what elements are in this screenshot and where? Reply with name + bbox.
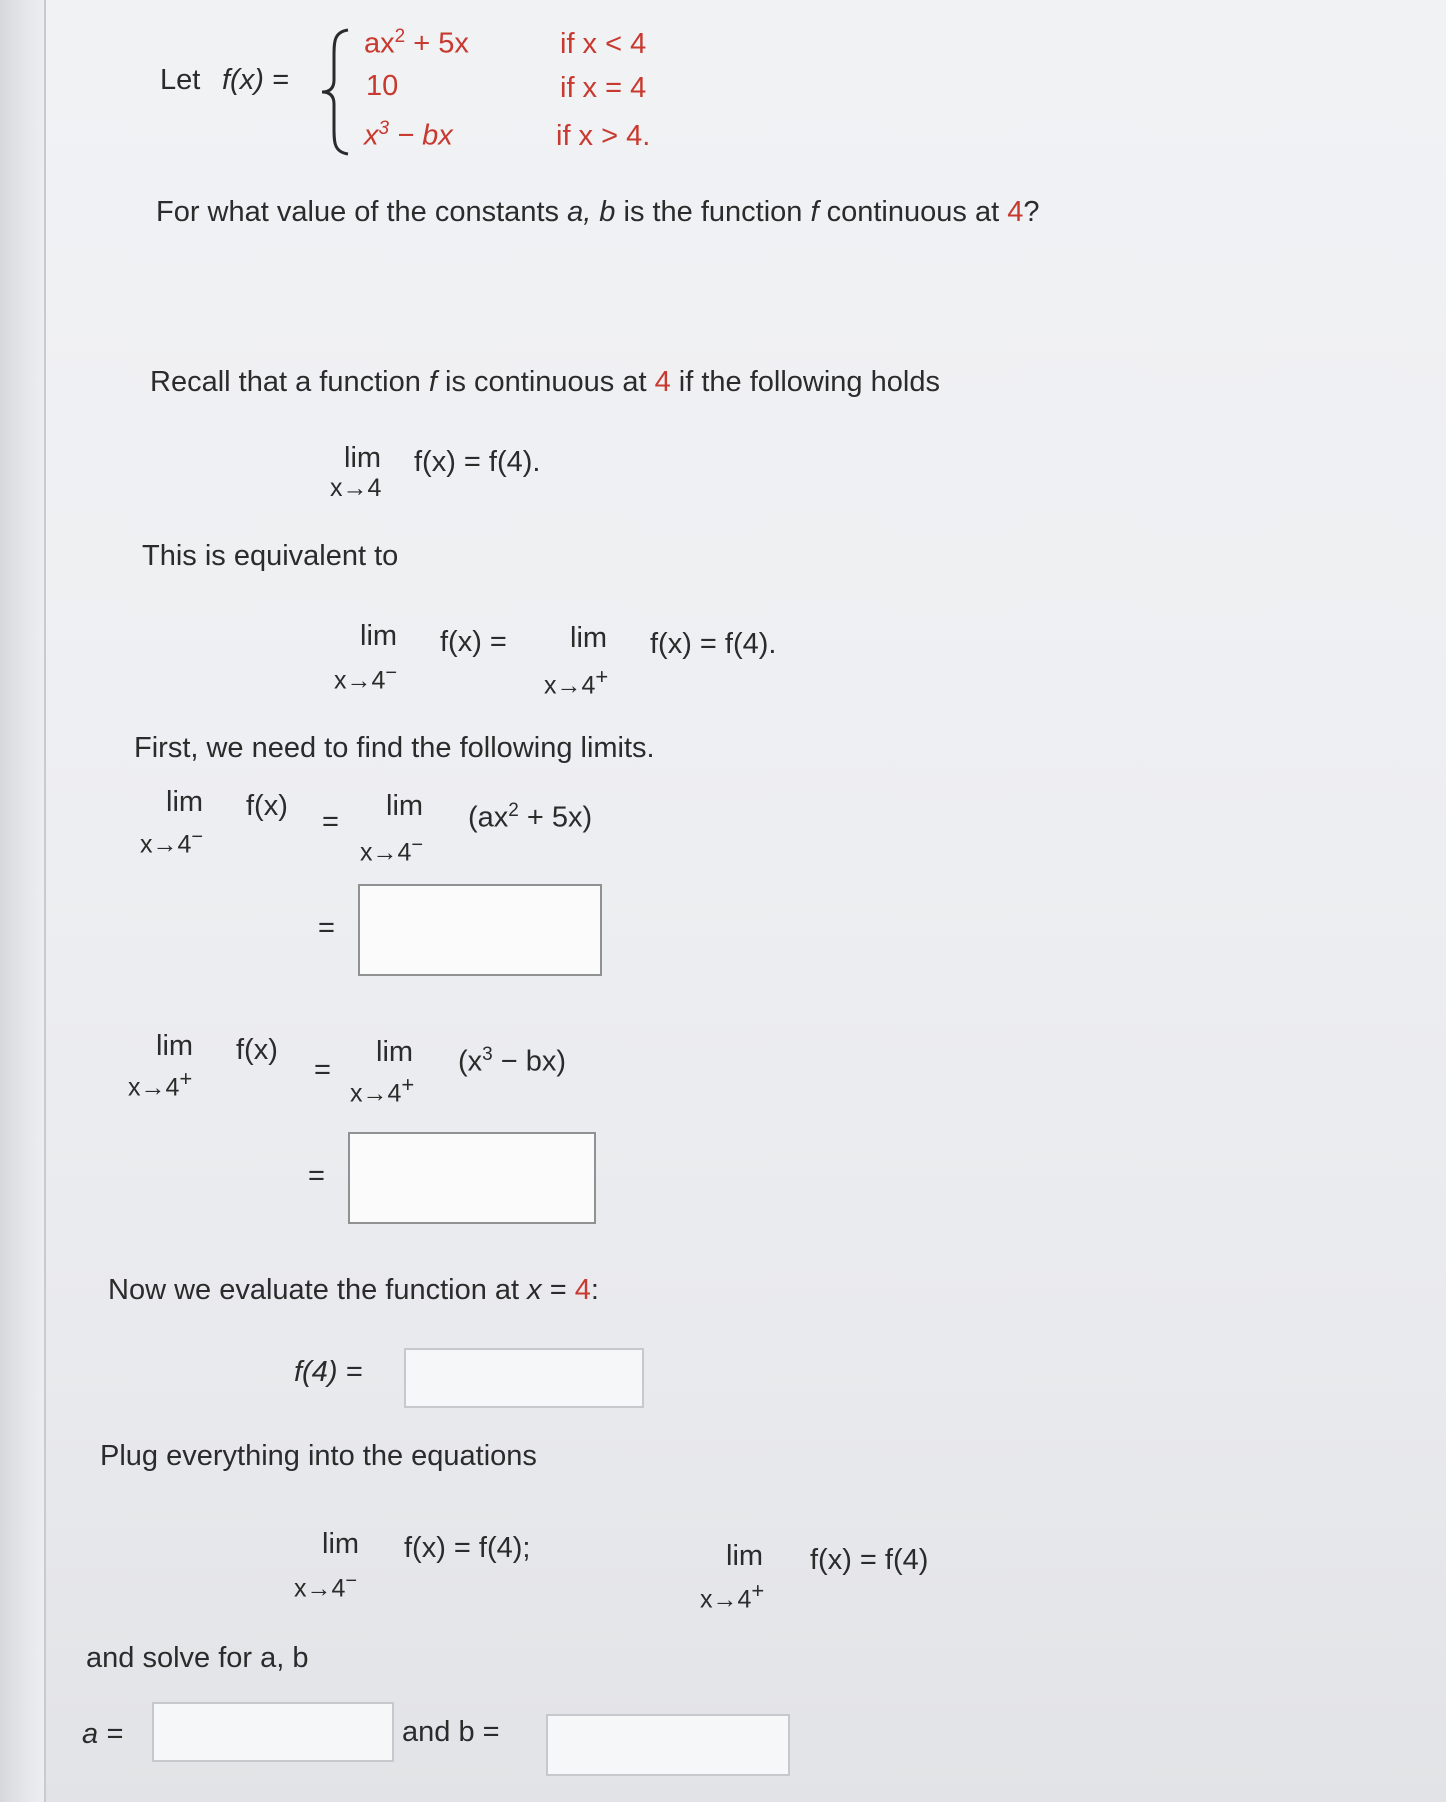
solve-text: and solve for a, b (86, 1642, 309, 1674)
final-left-rhs: f(x) = f(4); (404, 1532, 531, 1564)
left-lim-eq2: = (318, 912, 335, 944)
left-lim-expr-lim: lim (386, 790, 424, 822)
f4-answer-box[interactable] (404, 1348, 644, 1408)
left-brace-icon (318, 28, 352, 156)
left-limit-input[interactable] (360, 886, 600, 974)
left-edge-shadow (0, 0, 44, 1802)
right-lim-eq1: = (314, 1054, 331, 1086)
lim-subscript: x→4 (330, 474, 382, 502)
case2-condition: if x = 4 (560, 72, 647, 104)
right-lim-fx: f(x) (236, 1034, 278, 1066)
let-label: Let (160, 64, 201, 96)
left-limit-answer-box[interactable] (358, 884, 602, 976)
a-label: a = (82, 1718, 124, 1750)
final-right-lim: lim (726, 1540, 764, 1572)
b-label: and b = (402, 1716, 500, 1748)
right-lim-subscript: x→4+ (128, 1066, 193, 1102)
evaluate-text: Now we evaluate the function at x = 4: (108, 1274, 599, 1306)
left-lim-label: lim (166, 786, 204, 818)
case2-expression: 10 (366, 70, 399, 102)
right-lim-expr-subscript: x→4+ (350, 1072, 415, 1108)
right-lim-expression: $(x^3 - bx)$ (458, 1044, 567, 1078)
right-lim-label: lim (156, 1030, 194, 1062)
equivalent-text: This is equivalent to (142, 540, 399, 572)
lim-right-subscript: x→4+ (544, 664, 609, 700)
lim-right-label: lim (570, 622, 608, 654)
final-left-lim: lim (322, 1528, 360, 1560)
right-limit-answer-box[interactable] (348, 1132, 596, 1224)
case1-condition: if x < 4 (560, 28, 647, 60)
a-input[interactable] (154, 1704, 392, 1760)
recall-text: Recall that a function f is continuous at 4 if the following holds (150, 366, 940, 398)
final-left-subscript: x→4− (294, 1570, 358, 1603)
f4-label: f(4) = (294, 1356, 363, 1388)
equiv-rhs: f(x) = f(4). (650, 628, 777, 660)
fx-label: f(x) = (222, 64, 289, 96)
left-lim-expr-subscript: x→4− (360, 834, 424, 867)
right-limit-input[interactable] (350, 1134, 594, 1222)
b-input[interactable] (548, 1716, 788, 1774)
left-lim-subscript: x→4− (140, 826, 204, 859)
b-answer-box[interactable] (546, 1714, 790, 1776)
case3-expression: $x^3$ − bx (364, 118, 453, 152)
equiv-mid: f(x) = (440, 626, 507, 658)
left-lim-fx: f(x) (246, 790, 288, 822)
left-divider (44, 0, 46, 1802)
case1-expression: $ax^2 + 5x$ (364, 26, 469, 60)
final-right-subscript: x→4+ (700, 1578, 765, 1614)
right-lim-eq2: = (308, 1160, 325, 1192)
lim-left-subscript: x→4− (334, 662, 398, 695)
left-lim-expression: $(ax^2 + 5x)$ (468, 800, 593, 834)
main-limit-rhs: f(x) = f(4). (414, 446, 541, 478)
right-lim-expr-lim: lim (376, 1036, 414, 1068)
case3-condition: if x > 4. (556, 120, 651, 152)
left-lim-eq1: = (322, 806, 339, 838)
final-right-rhs: f(x) = f(4) (810, 1544, 929, 1576)
lim-label: lim (344, 442, 382, 474)
plug-text: Plug everything into the equations (100, 1440, 537, 1472)
first-text: First, we need to find the following limits. (134, 732, 655, 764)
lim-left-label: lim (360, 620, 398, 652)
a-answer-box[interactable] (152, 1702, 394, 1762)
question-text: For what value of the constants a, b is the function f continuous at 4? (156, 196, 1040, 228)
f4-input[interactable] (406, 1350, 642, 1406)
